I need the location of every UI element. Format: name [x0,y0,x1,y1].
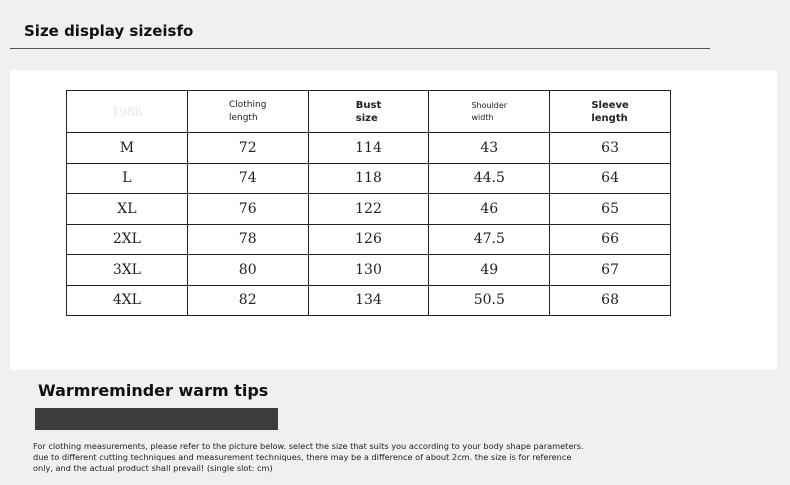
clothing-length-cell: 74 [187,163,308,194]
sleeve-length-cell: 64 [550,163,671,194]
clothing-length-cell: 72 [187,133,308,164]
tips-divider-bar [35,408,278,430]
sleeve-length-cell: 68 [550,285,671,316]
table-row [67,255,671,286]
size-chart-panel [10,70,777,370]
size-cell: XL [67,194,188,225]
size-cell: 3XL [67,255,188,286]
table-row [67,133,671,164]
header-shoulder-width [429,91,550,133]
title-divider [10,48,710,49]
size-cell: 4XL [67,285,188,316]
shoulder-width-cell: 46 [429,194,550,225]
bust-size-cell: 114 [308,133,429,164]
header-label-line1: Sleeve [591,99,629,111]
clothing-length-cell: 78 [187,224,308,255]
shoulder-width-cell: 44.5 [429,163,550,194]
size-cell: L [67,163,188,194]
bust-size-cell: 126 [308,224,429,255]
tips-title: Warmreminder warm tips [38,381,269,400]
sleeve-length-cell: 63 [550,133,671,164]
clothing-length-cell: 76 [187,194,308,225]
size-cell: 2XL [67,224,188,255]
corner-watermark: 1988 [111,104,143,119]
sleeve-length-cell: 66 [550,224,671,255]
header-label-line1: Bust [355,99,382,111]
sleeve-length-cell: 67 [550,255,671,286]
header-bust-size [308,91,429,133]
size-table [66,90,671,316]
table-row [67,224,671,255]
table-row [67,194,671,225]
page-title: Size display sizeisfo [24,22,194,40]
header-label-line2: size [355,112,378,124]
shoulder-width-cell: 49 [429,255,550,286]
bust-size-cell: 134 [308,285,429,316]
shoulder-width-cell: 43 [429,133,550,164]
header-label-line1: Shoulder [471,100,508,110]
header-corner-cell [67,91,188,133]
bust-size-cell: 118 [308,163,429,194]
clothing-length-cell: 82 [187,285,308,316]
table-row [67,285,671,316]
shoulder-width-cell: 47.5 [429,224,550,255]
header-label-line1: Clothing [228,99,267,110]
header-label-line2: length [591,112,628,124]
header-label-line2: length [228,112,258,123]
tips-text: For clothing measurements, please refer to the picture below. select the size that suits you according to your body shape parameters. due to different cutting techniques and measurement techniques, there may be a difference of about 2cm. the size is for reference only, and the actual product shall prevail! (single slot: cm) [33,441,584,473]
sleeve-length-cell: 65 [550,194,671,225]
shoulder-width-cell: 50.5 [429,285,550,316]
table-row [67,163,671,194]
header-sleeve-length [550,91,671,133]
header-label-line2: width [471,112,494,122]
header-clothing-length [187,91,308,133]
clothing-length-cell: 80 [187,255,308,286]
size-cell: M [67,133,188,164]
bust-size-cell: 122 [308,194,429,225]
bust-size-cell: 130 [308,255,429,286]
table-header-row [67,91,671,133]
